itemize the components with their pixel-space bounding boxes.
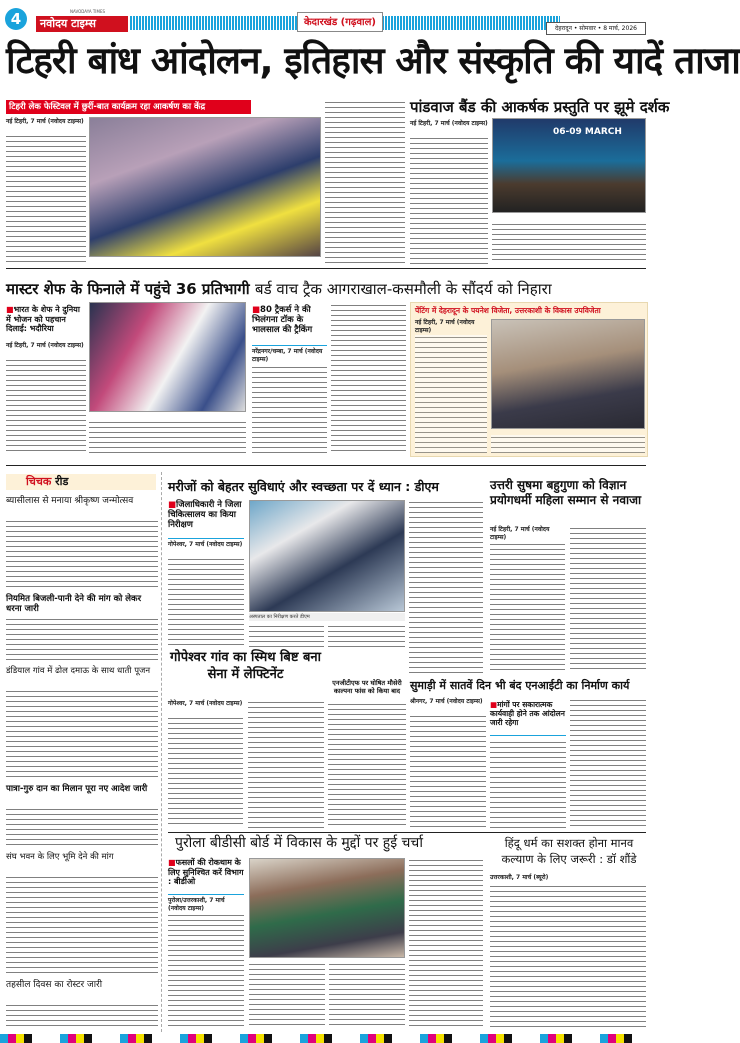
article-body-text [410,136,488,264]
article-dateline: पुरोला/उत्तरकाशी, 7 मार्च (नवोदय टाइम्स) [168,897,225,912]
article-dateline: नई टिहरी, 7 मार्च (नवोदय टाइम्स) [410,120,488,127]
story-headline-dm: मरीजों को बेहतर सुविधाएं और स्वच्छता पर दें ध्यान : डीएम [168,479,439,494]
article-body-text [6,875,158,976]
story-subhead: ■जिलाधिकारी ने जिला चिकित्सालय का किया निरीक्षण [168,500,242,531]
article-body-text [168,716,243,828]
print-color-bar [0,1034,650,1043]
article-dateline: श्रीनगर, 7 मार्च (नवोदय टाइम्स) [410,698,483,705]
lead-story-banner: टिहरी लेक फेस्टिवल में छुर्री-बात कार्यक्रम रहा आकर्षण का केंद्र [6,100,251,114]
article-body-text [6,689,158,780]
article-body-text [570,526,646,672]
article-body-text [89,420,246,453]
article-body-text [490,740,566,828]
article-body-text [252,365,327,453]
bdc-meeting-photo [249,858,405,958]
article-body-text [6,519,158,590]
article-dateline: नई टिहरी, 7 मार्च (नवोदय टाइम्स) [6,118,84,125]
article-body-text [328,624,405,647]
story-headline-bird-watch: बर्ड वाच ट्रैक आगराखाल-कसमौली के सौंदर्य को निहारा [255,280,552,298]
masthead-logo: नवोदय टाइम्स [36,16,128,32]
article-body-text [325,100,405,264]
article-body-text [570,698,646,828]
subhead-underline [168,894,244,895]
article-body-text [410,714,486,828]
article-body-text [490,884,646,1028]
brief-headline: डंडियाल गांव में ढोल दमाऊ के साथ धाती पूजन [6,666,151,676]
photo-banner-text: 06-09 MARCH [553,127,622,137]
article-dateline: गोपेश्वर, 7 मार्च (नवोदय टाइम्स) [168,541,243,548]
article-dateline: उत्तरकाशी, 7 मार्च (ब्यूरो) [490,874,549,881]
briefs-column [4,472,162,1032]
article-body-text [329,962,405,1028]
lead-headline: टिहरी बांध आंदोलन, इतिहास और संस्कृति की यादें ताजा [6,39,740,82]
masthead-small-label: NAVODAYA TIMES [70,9,106,14]
painting-competition-photo [491,319,645,429]
divider [6,465,646,466]
article-body-text [249,624,324,647]
page-header [0,0,650,40]
article-dateline: नरेंद्रनगर/चम्बा, 7 मार्च (नवोदय टाइम्स) [252,348,323,363]
subhead-underline [168,538,244,539]
article-body-text [409,500,483,676]
hospital-inspection-photo [249,500,405,612]
article-body-text [492,222,646,264]
article-body-text [6,134,86,264]
article-body-text [328,702,406,828]
story-headline-hindu: हिंदू धर्म का सशक्त होना मानव कल्याण के लिए जरूरी : डॉ शौंडे [501,836,637,866]
article-body-text [6,617,158,662]
subhead-underline [252,345,327,346]
brief-headline: ब्यासीलास से मनाया श्रीकृष्ण जन्मोत्सव [6,496,134,506]
article-dateline: नई टिहरी, 7 मार्च (नवोदय टाइम्स) [490,526,550,541]
brief-headline: नियमित बिजली-पानी देने की मांग को लेकर धरना जारी [6,594,142,615]
story-headline-sumadi: सुमाड़ी में सातवें दिन भी बंद एनआईटी का निर्माण कार्य [410,679,630,692]
section-tab: केदारखंड (गढ़वाल) [297,12,383,32]
article-body-text [331,303,406,453]
article-body-text [409,858,483,1028]
story-subhead: ■80 ट्रैकर्स ने की भिलंगना टॉक के भालसाल की ट्रैकिंग [252,305,313,336]
article-body-text [168,913,244,1028]
article-body-text [490,542,565,672]
story-subhead: ■मांगों पर सकारात्मक कार्यवाही होने तक आंदोलन जारी रहेगा [490,700,565,727]
story-headline-pandavaas: पांडवाज बैंड की आकर्षक प्रस्तुति पर झूमे दर्शक [410,98,670,116]
article-body-text [248,700,324,828]
story-headline-gopeshwar: गोपेश्वर गांव का स्मिथ बिष्ट बना सेना में लेफ्टिनेंट [170,650,321,682]
story-subhead: ■फसलों की रोकथाम के लिए सुनिश्चित करें विभाग : बीडीओ [168,858,244,887]
story-headline-master-chef: मास्टर शेफ के फिनाले में पहुंचे 36 प्रतिभागी [6,280,250,298]
band-performance-photo [492,118,646,213]
brief-headline: पात्रा-गुरु दान का मिलान पूरा नए आदेश जारी [6,784,148,794]
page-number-badge: 4 [5,8,27,30]
story-headline-painting: पेंटिंग में देहरादून के पयनेश विजेता, उत्तरकाशी के विकास उपविजेता [415,306,601,315]
master-chef-photo [89,302,246,412]
dateline-box: देहरादून • सोमवार • 8 मार्च, 2026 [546,22,646,35]
article-body-text [6,1003,158,1030]
article-dateline: नई टिहरी, 7 मार्च (नवोदय टाइम्स) [6,342,84,349]
story-subhead: ■भारत के शेफ ने दुनिया में भोजन को पहचान दिलाई: भदौरिया [6,305,80,334]
lead-photo-speaker [89,117,321,257]
brief-headline: संघ भवन के लिए भूमि देने की मांग [6,852,114,862]
story-headline-purola: पुरोला बीडीसी बोर्ड में विकास के मुद्दों पर हुई चर्चा [175,835,423,851]
divider [168,832,646,833]
briefs-label: चिचक रीड [6,474,156,490]
article-body-text [6,807,158,848]
article-body-text [415,335,487,453]
story-headline-sushma: उत्तरी सुषमा बहुगुणा को विज्ञान प्रयोगधर्मी महिला सम्मान से नवाजा [490,478,642,507]
article-body-text [249,962,325,1028]
article-dateline: नई टिहरी, 7 मार्च (नवोदय टाइम्स) [415,319,475,334]
photo-caption: अस्पताल का निरीक्षण करते डीएम [249,613,405,621]
brief-headline: तहसील दिवस का रोस्टर जारी [6,980,103,990]
article-dateline: गोपेश्वर, 7 मार्च (नवोदय टाइम्स) [168,700,243,707]
article-body-text [6,358,86,453]
painting-story-box [410,302,648,457]
side-headline: एनजीटीएफ पर घोषित मौसेरी काल्पना फांस को किया बाद [332,679,402,695]
divider [6,268,646,269]
subhead-underline [490,735,566,736]
article-body-text [491,435,645,453]
article-body-text [168,557,244,647]
